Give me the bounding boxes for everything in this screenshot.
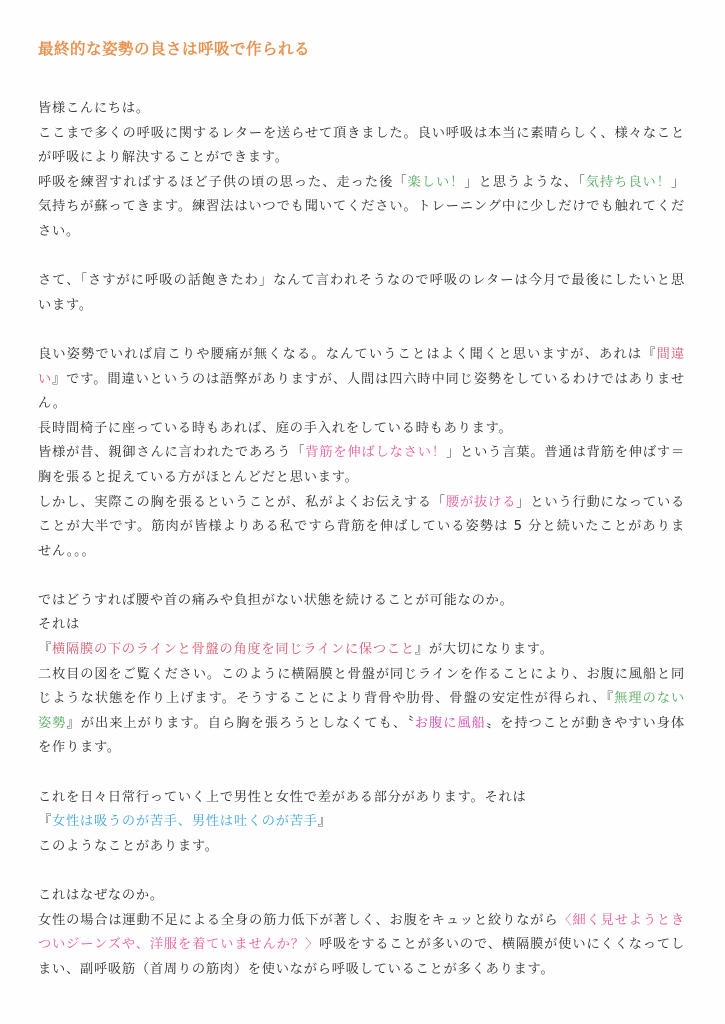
text-span: しかし、実際この胸を張るということが、私がよくお伝えする「 <box>38 494 446 510</box>
why-line: これはなぜなのか。 <box>38 888 164 903</box>
paragraph-gap <box>38 859 685 884</box>
paragraph-gap <box>38 318 685 343</box>
text-span: 女性の場合は運動不足による全身の筋力低下が著しく、お腹をキュッと絞りながら <box>38 912 559 928</box>
text-span: 〟を持つことが動きやすい身体を作ります。 <box>38 715 686 756</box>
gender-line <box>38 810 685 835</box>
sitting-line: 長時間椅子に座っている時もあれば、庭の手入れをしている時もあります。 <box>38 420 513 436</box>
last-letter-line: さて、「さすがに呼吸の話飽きたわ」なんて言われそうなので呼吸のレターは今月で最後にしたいと思います。 <box>38 273 685 313</box>
text-span: 』が大切になります。 <box>414 642 554 658</box>
key-point-line <box>38 638 685 663</box>
text-span: 」という言葉。普通は背筋を伸ばす＝胸を張ると捉えている方がほとんどだと思います。 <box>38 445 685 485</box>
posture-line <box>38 343 685 417</box>
paragraph-gap <box>38 564 685 589</box>
text-span: 』 <box>317 814 332 830</box>
text-span: 『 <box>38 642 52 658</box>
difference-line: これを日々日常行っていく上で男性と女性で差がある部分があります。それは <box>38 789 527 805</box>
such-line: このようなことがあります。 <box>38 838 219 854</box>
text-span: 」と思うような、「 <box>464 174 586 190</box>
page-title: 最終的な姿勢の良さは呼吸で作られる <box>38 39 311 58</box>
text-span: 』が出来上がります。自ら胸を張ろうとしなくても、〝 <box>66 715 415 731</box>
text-span: 」気持ちが蘇ってきます。練習法はいつでも聞いてください。トレーニング中に少しだけでも触れてください。 <box>38 174 685 239</box>
paragraph-gap <box>38 761 685 786</box>
highlight-balloon: お腹に風船 <box>414 715 486 731</box>
highlight-fun: 楽しい！ <box>407 174 465 190</box>
paragraph-gap <box>38 245 685 270</box>
highlight-hip: 腰が抜ける <box>445 494 517 510</box>
highlight-gender: 女性は吸うのが苦手、男性は吐くのが苦手 <box>52 814 318 830</box>
women-line <box>38 909 685 983</box>
text-span: 呼吸を練習すればするほど子供の頃の思った、走った後「 <box>38 174 408 190</box>
highlight-feel-good: 気持ち良い！ <box>585 174 671 190</box>
highlight-jeans: 〈細く見せようときついジーンズや、洋服を着ていませんか？〉 <box>38 912 685 953</box>
text-span: 』です。間違いというのは語弊がありますが、人間は四六時中同じ姿勢をしているわけではありません。 <box>38 371 685 412</box>
text-span: 皆様が昔、親御さんに言われたであろう「 <box>38 445 306 461</box>
highlight-diaphragm: 横隔膜の下のラインと骨盤の角度を同じラインに保つこと <box>52 642 415 658</box>
text-span: 二枚目の図をご覧ください。このように横隔膜と骨盤が同じラインを作ることにより、お腹に風船と同じような状態を作り上げます。そうすることにより背骨や肋骨、骨盤の安定性が得られ、『 <box>38 666 685 707</box>
chest-line <box>38 491 685 565</box>
text-span: 呼吸をすることが多いので、横隔膜が使いにくくなってしまい、副呼吸筋（首周りの筋肉）を使いながら呼吸していることが多くあります。 <box>38 937 685 977</box>
feeling-line <box>38 171 685 245</box>
straighten-line <box>38 441 685 490</box>
highlight-straighten: 背筋を伸ばしなさい！ <box>305 445 446 461</box>
figure-line <box>38 663 685 761</box>
text-span: 」という行動になっていることが大半です。筋肉が皆様よりある私ですら背筋を伸ばしている姿勢は 5 分と続いたことがありません。。。 <box>38 494 686 559</box>
question-line: ではどうすれば腰や首の痛みや負担がない状態を続けることが可能なのか。 <box>38 592 514 608</box>
highlight-mistake: 間違い <box>38 346 685 387</box>
text-span: 良い姿勢でいれば肩こりや腰痛が無くなる。なんていうことはよく聞くと思いますが、あれは『 <box>38 346 657 362</box>
letter-body <box>38 97 685 982</box>
intro-line: ここまで多くの呼吸に関するレターを送らせて頂きました。良い呼吸は本当に素晴らしく、様々なことが呼吸により解決することができます。 <box>38 125 685 166</box>
answer-line: それは <box>38 617 80 633</box>
text-span: 『 <box>38 814 52 830</box>
greeting-line: 皆様こんにちは。 <box>38 101 150 116</box>
highlight-natural-posture: 無理のない姿勢 <box>38 691 686 731</box>
